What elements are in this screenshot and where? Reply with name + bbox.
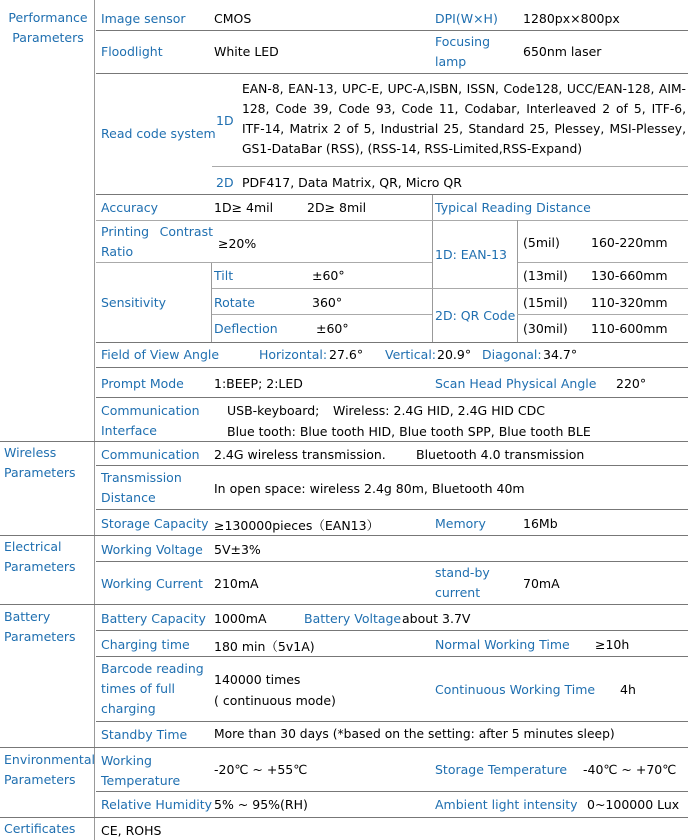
section-divider (0, 747, 688, 748)
battery-capacity-label: Battery Capacity (101, 611, 206, 626)
qr-15mil-value: 110-320mm (591, 295, 668, 310)
row-divider (212, 288, 688, 289)
row-divider (96, 30, 688, 31)
contrast-value: ≥20% (218, 236, 257, 251)
accuracy-2d: 2D≥ 8mil (307, 200, 367, 215)
working-temperature-label: Working Temperature (101, 753, 181, 788)
tilt-label: Tilt (214, 268, 234, 283)
row-divider (96, 791, 688, 792)
section-performance: Performance Parameters (8, 10, 88, 45)
transmission-distance-value: In open space: wireless 2.4g 80m, Bluetooth 40m (214, 481, 525, 496)
communication-label: Communication (101, 447, 200, 462)
section-battery: Battery Parameters (4, 609, 76, 644)
storage-temperature-label: Storage Temperature (435, 762, 568, 777)
communication-value: 2.4G wireless transmission. (214, 447, 386, 462)
continuous-working-time-label: Continuous Working Time (435, 682, 596, 697)
col-divider (517, 220, 518, 342)
fov-label: Field of View Angle (101, 347, 220, 362)
row-divider (517, 314, 688, 315)
ean13-5mil: (5mil) (523, 235, 560, 250)
battery-voltage-value: about 3.7V (402, 611, 471, 626)
oned-codes: EAN-8, EAN-13, UPC-E, UPC-A,ISBN, ISSN, Code128, UCC/EAN-128, AIM-128, Code 39, Code 93, Code 11, Codabar, Interleaved 2 of 5, ITF-6, ITF-14, Matrix 2 of 5, Industrial 25, Standard 25, Plessey, MSI-Plessey, GS1-DataBar (RSS), (RSS-14, RSS-Limited,RSS-Expand) (242, 82, 686, 156)
tilt-value: ±60° (312, 268, 345, 283)
twod-codes: PDF417, Data Matrix, QR, Micro QR (242, 175, 462, 190)
working-current-value: 210mA (214, 576, 259, 591)
section-wireless: Wireless Parameters (4, 445, 76, 480)
row-divider (96, 262, 432, 263)
working-voltage-value: 5V±3% (214, 542, 261, 557)
twod-label: 2D (216, 175, 234, 190)
row-divider (212, 166, 688, 167)
oned-label: 1D (216, 113, 234, 128)
ambient-light-value: 0~100000 Lux (587, 797, 680, 812)
section-electrical: Electrical Parameters (4, 539, 76, 574)
image-sensor-value: CMOS (214, 11, 252, 26)
accuracy-label: Accuracy (101, 200, 159, 215)
storage-temperature-value: -40℃ ~ +70℃ (583, 762, 677, 777)
working-voltage-label: Working Voltage (101, 542, 203, 557)
contrast-label: Printing Contrast Ratio (101, 224, 213, 259)
working-temperature-value: -20℃ ~ +55℃ (214, 762, 308, 777)
memory-label: Memory (435, 516, 486, 531)
ean13-5mil-value: 160-220mm (591, 235, 668, 250)
charging-time-label: Charging time (101, 637, 190, 652)
standby-time-value: More than 30 days (*based on the setting: after 5 minutes sleep) (214, 727, 615, 741)
row-divider (517, 262, 688, 263)
charging-time-value: 180 min（5v1A) (214, 639, 315, 654)
bluetooth-value: Bluetooth 4.0 transmission (416, 447, 585, 462)
col-divider (211, 263, 212, 342)
fov-vertical-label: Vertical: (385, 347, 437, 362)
fov-horizontal-label: Horizontal: (259, 347, 328, 362)
barcode-reading-label: Barcode reading times of full charging (101, 661, 204, 716)
section-certificates: Certificates (4, 821, 76, 836)
fov-horizontal-value: 27.6° (329, 347, 364, 362)
standby-current-value: 70mA (523, 576, 560, 591)
standby-time-label: Standby Time (101, 727, 188, 742)
section-divider (0, 441, 688, 442)
row-divider (96, 397, 688, 398)
section-divider (0, 604, 688, 605)
standby-current-label: stand-by current (435, 565, 490, 600)
row-divider (96, 194, 688, 195)
dpi-value: 1280px×800px (523, 11, 620, 26)
section-divider (0, 817, 688, 818)
row-divider (96, 367, 688, 368)
sensitivity-label: Sensitivity (101, 295, 167, 310)
ean13-label: 1D: EAN-13 (435, 247, 507, 262)
battery-voltage-label: Battery Voltage (304, 611, 402, 626)
prompt-mode-value: 1:BEEP; 2:LED (214, 376, 303, 391)
qr-30mil: (30mil) (523, 321, 568, 336)
qr-30mil-value: 110-600mm (591, 321, 668, 336)
certificates-value: CE, ROHS (101, 823, 162, 838)
floodlight-value: White LED (214, 44, 279, 59)
row-divider (96, 561, 688, 562)
row-divider (96, 509, 688, 510)
comm-interface-usb: USB-keyboard; (227, 403, 320, 418)
section-environmental: Environmental Parameters (4, 752, 95, 787)
row-divider (96, 73, 688, 74)
fov-diagonal-value: 34.7° (543, 347, 578, 362)
row-divider (96, 342, 688, 343)
qr-15mil: (15mil) (523, 295, 568, 310)
col-divider (432, 195, 433, 342)
row-divider (96, 656, 688, 657)
storage-capacity-label: Storage Capacity (101, 516, 209, 531)
fov-diagonal-label: Diagonal: (482, 347, 542, 362)
storage-capacity-value: ≥130000pieces（EAN13） (214, 518, 380, 533)
read-code-label: Read code system (101, 126, 216, 141)
row-divider (96, 721, 688, 722)
row-divider (96, 465, 688, 466)
memory-value: 16Mb (523, 516, 558, 531)
prompt-mode-label: Prompt Mode (101, 376, 184, 391)
rotate-value: 360° (312, 295, 343, 310)
ean13-13mil: (13mil) (523, 268, 568, 283)
deflection-label: Deflection (214, 321, 278, 336)
row-divider (96, 630, 688, 631)
continuous-working-time-value: 4h (620, 682, 636, 697)
ean13-13mil-value: 130-660mm (591, 268, 668, 283)
typical-distance-label: Typical Reading Distance (435, 200, 591, 215)
barcode-reading-value-2: ( continuous mode) (214, 693, 336, 708)
normal-working-time-label: Normal Working Time (435, 637, 570, 652)
section-divider (0, 535, 688, 536)
comm-interface-wireless: Wireless: 2.4G HID, 2.4G HID CDC (333, 403, 545, 418)
focusing-lamp-value: 650nm laser (523, 44, 602, 59)
scan-angle-value: 220° (616, 376, 647, 391)
deflection-value: ±60° (316, 321, 349, 336)
working-current-label: Working Current (101, 576, 203, 591)
focusing-lamp-label: Focusing lamp (435, 34, 491, 69)
barcode-reading-value-1: 140000 times (214, 672, 301, 687)
section-column-divider (94, 0, 95, 840)
qr-label: 2D: QR Code (435, 308, 516, 323)
relative-humidity-label: Relative Humidity (101, 797, 213, 812)
transmission-distance-label: Transmission Distance (101, 470, 182, 505)
normal-working-time-value: ≥10h (595, 637, 630, 652)
comm-interface-bluetooth: Blue tooth: Blue tooth HID, Blue tooth SPP, Blue tooth BLE (227, 424, 591, 439)
accuracy-1d: 1D≥ 4mil (214, 200, 274, 215)
row-divider (96, 220, 688, 221)
image-sensor-label: Image sensor (101, 11, 186, 26)
row-divider (212, 314, 432, 315)
ambient-light-label: Ambient light intensity (435, 797, 578, 812)
battery-capacity-value: 1000mA (214, 611, 267, 626)
relative-humidity-value: 5% ~ 95%(RH) (214, 797, 308, 812)
fov-vertical-value: 20.9° (437, 347, 472, 362)
floodlight-label: Floodlight (101, 44, 163, 59)
rotate-label: Rotate (214, 295, 255, 310)
dpi-label: DPI(W×H) (435, 11, 498, 26)
scan-angle-label: Scan Head Physical Angle (435, 376, 597, 391)
comm-interface-label: Communication Interface (101, 403, 200, 438)
